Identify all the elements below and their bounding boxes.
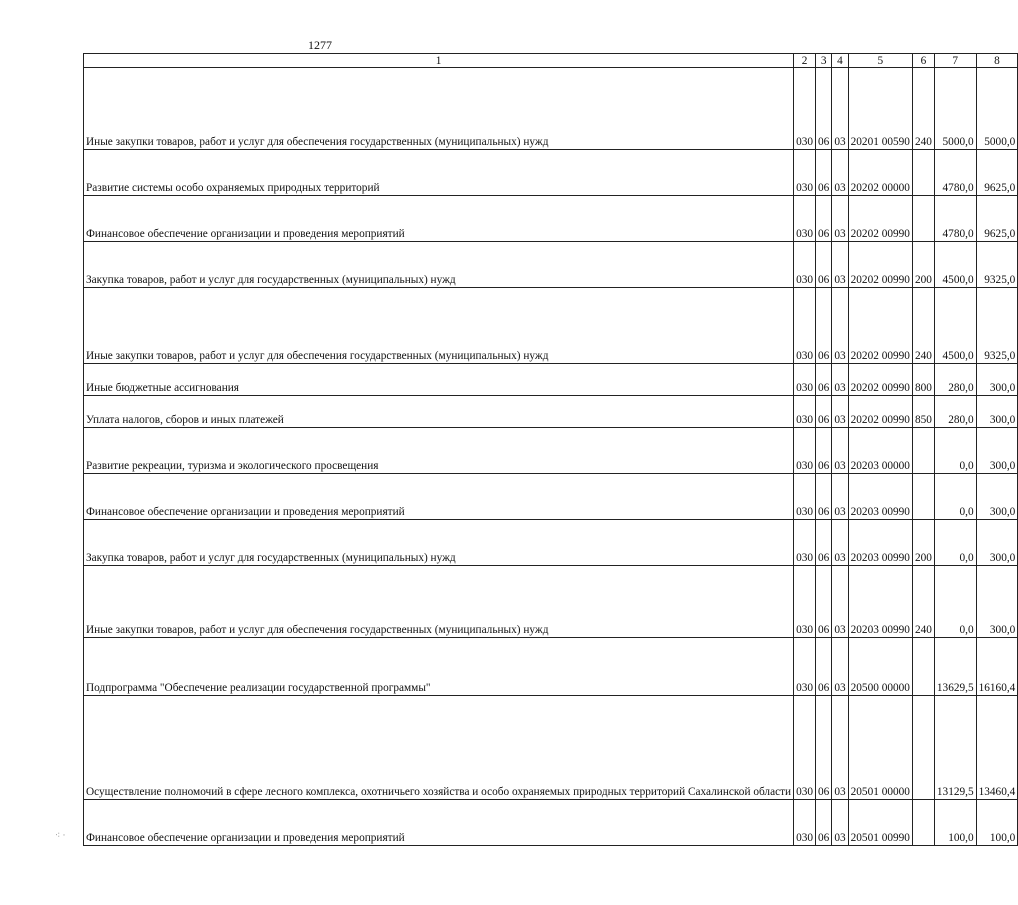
row-code-ministry: 030: [794, 696, 816, 800]
row-name: Развитие системы особо охраняемых природных территорий: [84, 150, 794, 196]
row-code-ministry: 030: [794, 520, 816, 566]
row-code-expense: 850: [912, 396, 934, 428]
row-code-ministry: 030: [794, 364, 816, 396]
row-name: Иные закупки товаров, работ и услуг для обеспечения государственных (муниципальных) нужд: [84, 288, 794, 364]
row-amount-2: 9625,0: [976, 150, 1018, 196]
row-code-section: 06: [816, 474, 832, 520]
row-code-section: 06: [816, 696, 832, 800]
row-code-expense: 200: [912, 520, 934, 566]
row-code-expense: [912, 638, 934, 696]
row-code-subsection: 03: [832, 566, 848, 638]
row-code-expense: [912, 150, 934, 196]
row-code-target: 20202 00990: [848, 242, 912, 288]
column-header-7: 7: [934, 54, 976, 68]
row-amount-2: 100,0: [976, 800, 1018, 846]
row-code-section: 06: [816, 566, 832, 638]
row-name: Финансовое обеспечение организации и проведения мероприятий: [84, 800, 794, 846]
row-amount-2: 16160,4: [976, 638, 1018, 696]
row-amount-1: 100,0: [934, 800, 976, 846]
table-row: [84, 428, 1018, 474]
table-row: [84, 396, 1018, 428]
row-name: Осуществление полномочий в сфере лесного комплекса, охотничьего хозяйства и особо охраняемых природных территорий Сахалинской области: [84, 696, 794, 800]
row-code-target: 20203 00990: [848, 566, 912, 638]
row-amount-2: 9325,0: [976, 242, 1018, 288]
row-code-ministry: 030: [794, 474, 816, 520]
column-header-8: 8: [976, 54, 1018, 68]
row-code-target: 20501 00990: [848, 800, 912, 846]
row-amount-2: 300,0: [976, 520, 1018, 566]
row-code-subsection: 03: [832, 428, 848, 474]
row-code-section: 06: [816, 364, 832, 396]
row-amount-1: 13629,5: [934, 638, 976, 696]
row-amount-2: 300,0: [976, 428, 1018, 474]
row-code-section: 06: [816, 800, 832, 846]
scan-mark: ⁖ ·: [55, 830, 66, 840]
table-row: [84, 364, 1018, 396]
row-name: Закупка товаров, работ и услуг для государственных (муниципальных) нужд: [84, 520, 794, 566]
row-amount-1: 0,0: [934, 428, 976, 474]
row-code-section: 06: [816, 242, 832, 288]
column-header-3: 3: [816, 54, 832, 68]
header-row: [84, 54, 1018, 68]
column-header-5: 5: [848, 54, 912, 68]
row-code-target: 20202 00990: [848, 396, 912, 428]
row-amount-2: 300,0: [976, 474, 1018, 520]
column-header-2: 2: [794, 54, 816, 68]
table-body: [84, 68, 1018, 846]
row-amount-1: 4780,0: [934, 150, 976, 196]
row-name: Иные закупки товаров, работ и услуг для обеспечения государственных (муниципальных) нужд: [84, 68, 794, 150]
row-code-expense: [912, 800, 934, 846]
row-code-expense: 800: [912, 364, 934, 396]
row-name: Развитие рекреации, туризма и экологического просвещения: [84, 428, 794, 474]
row-code-subsection: 03: [832, 638, 848, 696]
row-code-section: 06: [816, 288, 832, 364]
row-code-expense: [912, 696, 934, 800]
row-code-subsection: 03: [832, 364, 848, 396]
row-code-section: 06: [816, 428, 832, 474]
row-code-subsection: 03: [832, 150, 848, 196]
row-code-expense: 240: [912, 68, 934, 150]
row-code-target: 20203 00990: [848, 474, 912, 520]
table-row: [84, 242, 1018, 288]
row-code-section: 06: [816, 68, 832, 150]
row-code-target: 20202 00990: [848, 196, 912, 242]
row-code-expense: 240: [912, 566, 934, 638]
table-row: [84, 68, 1018, 150]
row-code-section: 06: [816, 150, 832, 196]
row-amount-1: 280,0: [934, 364, 976, 396]
row-code-ministry: 030: [794, 800, 816, 846]
row-code-target: 20201 00590: [848, 68, 912, 150]
table-row: [84, 196, 1018, 242]
table-row: [84, 638, 1018, 696]
table-row: [84, 288, 1018, 364]
row-amount-1: 4500,0: [934, 242, 976, 288]
row-code-ministry: 030: [794, 396, 816, 428]
row-name: Иные бюджетные ассигнования: [84, 364, 794, 396]
column-header-1: 1: [84, 54, 794, 68]
row-amount-2: 9325,0: [976, 288, 1018, 364]
row-code-subsection: 03: [832, 68, 848, 150]
row-code-subsection: 03: [832, 196, 848, 242]
row-code-ministry: 030: [794, 150, 816, 196]
row-code-target: 20501 00000: [848, 696, 912, 800]
row-code-target: 20202 00000: [848, 150, 912, 196]
row-code-ministry: 030: [794, 566, 816, 638]
row-code-ministry: 030: [794, 68, 816, 150]
row-code-section: 06: [816, 520, 832, 566]
row-amount-1: 0,0: [934, 520, 976, 566]
table-row: [84, 520, 1018, 566]
row-code-ministry: 030: [794, 428, 816, 474]
row-amount-1: 280,0: [934, 396, 976, 428]
row-name: Финансовое обеспечение организации и проведения мероприятий: [84, 474, 794, 520]
row-amount-1: 5000,0: [934, 68, 976, 150]
row-code-expense: 200: [912, 242, 934, 288]
row-code-subsection: 03: [832, 474, 848, 520]
row-code-expense: [912, 196, 934, 242]
row-code-section: 06: [816, 638, 832, 696]
row-amount-1: 0,0: [934, 566, 976, 638]
row-code-subsection: 03: [832, 288, 848, 364]
row-amount-2: 300,0: [976, 396, 1018, 428]
row-name: Финансовое обеспечение организации и проведения мероприятий: [84, 196, 794, 242]
row-amount-2: 5000,0: [976, 68, 1018, 150]
row-amount-2: 300,0: [976, 566, 1018, 638]
table-row: [84, 150, 1018, 196]
row-name: Иные закупки товаров, работ и услуг для обеспечения государственных (муниципальных) нужд: [84, 566, 794, 638]
row-amount-1: 4780,0: [934, 196, 976, 242]
row-code-section: 06: [816, 396, 832, 428]
row-code-target: 20203 00990: [848, 520, 912, 566]
table-row: [84, 696, 1018, 800]
row-amount-2: 9625,0: [976, 196, 1018, 242]
row-name: Уплата налогов, сборов и иных платежей: [84, 396, 794, 428]
row-code-ministry: 030: [794, 242, 816, 288]
row-code-subsection: 03: [832, 242, 848, 288]
row-code-section: 06: [816, 196, 832, 242]
row-code-expense: 240: [912, 288, 934, 364]
row-name: Подпрограмма "Обеспечение реализации государственной программы": [84, 638, 794, 696]
table-row: [84, 566, 1018, 638]
page-number: 1277: [308, 38, 332, 52]
table-row: [84, 474, 1018, 520]
row-amount-2: 13460,4: [976, 696, 1018, 800]
row-code-target: 20202 00990: [848, 364, 912, 396]
row-code-expense: [912, 474, 934, 520]
row-code-ministry: 030: [794, 638, 816, 696]
column-header-6: 6: [912, 54, 934, 68]
budget-table: [83, 53, 1018, 846]
row-code-subsection: 03: [832, 396, 848, 428]
row-code-target: 20500 00000: [848, 638, 912, 696]
row-code-subsection: 03: [832, 520, 848, 566]
row-amount-1: 0,0: [934, 474, 976, 520]
row-code-target: 20202 00990: [848, 288, 912, 364]
row-amount-1: 13129,5: [934, 696, 976, 800]
row-code-subsection: 03: [832, 696, 848, 800]
row-code-ministry: 030: [794, 196, 816, 242]
row-amount-2: 300,0: [976, 364, 1018, 396]
row-code-ministry: 030: [794, 288, 816, 364]
row-code-subsection: 03: [832, 800, 848, 846]
column-header-4: 4: [832, 54, 848, 68]
row-code-target: 20203 00000: [848, 428, 912, 474]
row-amount-1: 4500,0: [934, 288, 976, 364]
row-name: Закупка товаров, работ и услуг для государственных (муниципальных) нужд: [84, 242, 794, 288]
table-row: [84, 800, 1018, 846]
row-code-expense: [912, 428, 934, 474]
